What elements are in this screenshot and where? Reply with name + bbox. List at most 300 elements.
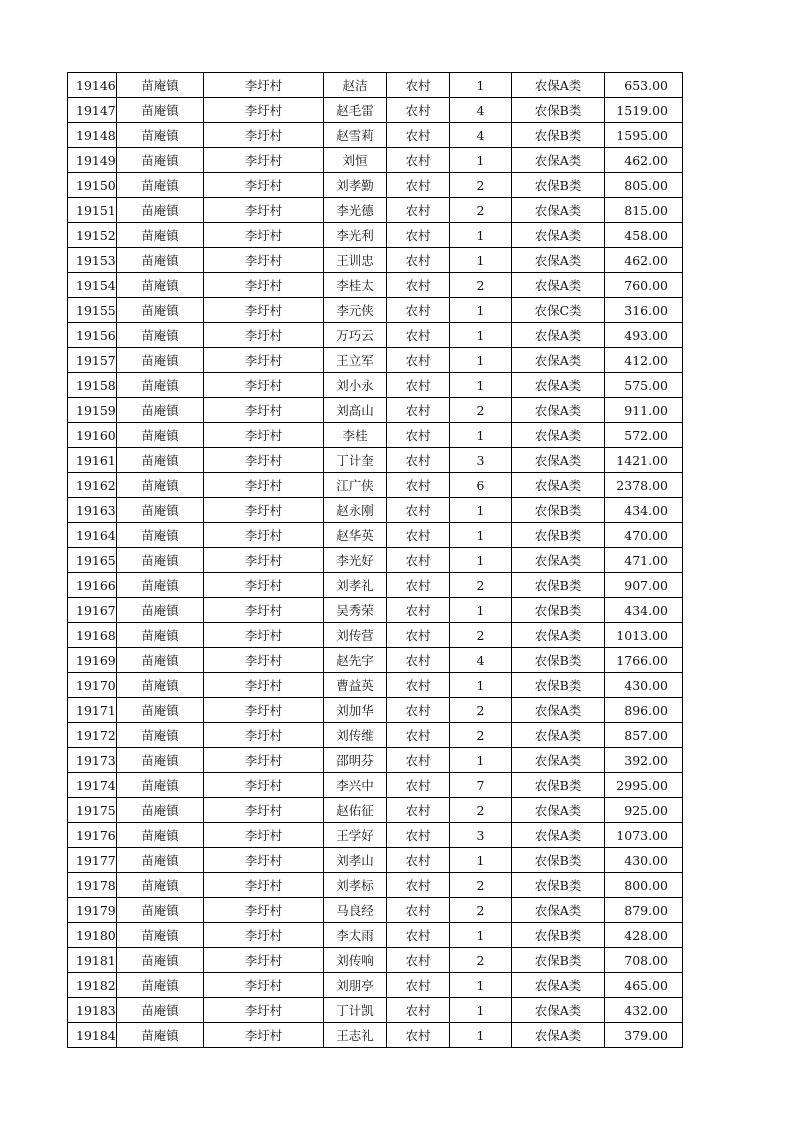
category-cell: 农保A类 <box>512 423 605 448</box>
village-cell: 李圩村 <box>204 773 324 798</box>
category-cell: 农保A类 <box>512 698 605 723</box>
area-cell: 农村 <box>387 1023 450 1048</box>
name-cell: 刘孝勤 <box>324 173 387 198</box>
table-row <box>68 148 683 173</box>
serial-cell: 19152 <box>68 223 117 248</box>
serial-cell: 19155 <box>68 298 117 323</box>
area-cell: 农村 <box>387 273 450 298</box>
town-cell: 苗庵镇 <box>117 373 204 398</box>
village-cell: 李圩村 <box>204 823 324 848</box>
table-row <box>68 1023 683 1048</box>
village-cell: 李圩村 <box>204 898 324 923</box>
village-cell: 李圩村 <box>204 548 324 573</box>
count-cell: 1 <box>450 498 512 523</box>
town-cell: 苗庵镇 <box>117 398 204 423</box>
serial-cell: 19149 <box>68 148 117 173</box>
count-cell: 3 <box>450 823 512 848</box>
village-cell: 李圩村 <box>204 98 324 123</box>
table-row <box>68 973 683 998</box>
name-cell: 刘孝标 <box>324 873 387 898</box>
area-cell: 农村 <box>387 848 450 873</box>
table-row <box>68 223 683 248</box>
name-cell: 王训忠 <box>324 248 387 273</box>
table-row <box>68 898 683 923</box>
town-cell: 苗庵镇 <box>117 273 204 298</box>
serial-cell: 19170 <box>68 673 117 698</box>
town-cell: 苗庵镇 <box>117 98 204 123</box>
village-cell: 李圩村 <box>204 973 324 998</box>
table-row <box>68 598 683 623</box>
name-cell: 赵永刚 <box>324 498 387 523</box>
area-cell: 农村 <box>387 298 450 323</box>
area-cell: 农村 <box>387 223 450 248</box>
count-cell: 1 <box>450 848 512 873</box>
table-row <box>68 748 683 773</box>
count-cell: 1 <box>450 548 512 573</box>
town-cell: 苗庵镇 <box>117 873 204 898</box>
name-cell: 李元侠 <box>324 298 387 323</box>
category-cell: 农保B类 <box>512 598 605 623</box>
town-cell: 苗庵镇 <box>117 498 204 523</box>
count-cell: 1 <box>450 148 512 173</box>
name-cell: 刘传响 <box>324 948 387 973</box>
serial-cell: 19174 <box>68 773 117 798</box>
category-cell: 农保B类 <box>512 98 605 123</box>
category-cell: 农保B类 <box>512 773 605 798</box>
count-cell: 2 <box>450 623 512 648</box>
name-cell: 江广侠 <box>324 473 387 498</box>
village-cell: 李圩村 <box>204 448 324 473</box>
village-cell: 李圩村 <box>204 473 324 498</box>
count-cell: 2 <box>450 723 512 748</box>
serial-cell: 19159 <box>68 398 117 423</box>
amount-cell: 428.00 <box>605 923 683 948</box>
amount-cell: 1013.00 <box>605 623 683 648</box>
serial-cell: 19168 <box>68 623 117 648</box>
amount-cell: 470.00 <box>605 523 683 548</box>
category-cell: 农保A类 <box>512 798 605 823</box>
category-cell: 农保B类 <box>512 123 605 148</box>
count-cell: 1 <box>450 73 512 98</box>
count-cell: 2 <box>450 273 512 298</box>
village-cell: 李圩村 <box>204 348 324 373</box>
serial-cell: 19182 <box>68 973 117 998</box>
name-cell: 王学好 <box>324 823 387 848</box>
area-cell: 农村 <box>387 398 450 423</box>
amount-cell: 800.00 <box>605 873 683 898</box>
amount-cell: 2378.00 <box>605 473 683 498</box>
table-row <box>68 648 683 673</box>
count-cell: 1 <box>450 523 512 548</box>
count-cell: 1 <box>450 323 512 348</box>
name-cell: 赵先宇 <box>324 648 387 673</box>
area-cell: 农村 <box>387 973 450 998</box>
amount-cell: 815.00 <box>605 198 683 223</box>
table-row <box>68 448 683 473</box>
amount-cell: 1519.00 <box>605 98 683 123</box>
amount-cell: 462.00 <box>605 248 683 273</box>
count-cell: 2 <box>450 398 512 423</box>
area-cell: 农村 <box>387 323 450 348</box>
count-cell: 1 <box>450 1023 512 1048</box>
category-cell: 农保A类 <box>512 998 605 1023</box>
town-cell: 苗庵镇 <box>117 948 204 973</box>
village-cell: 李圩村 <box>204 73 324 98</box>
amount-cell: 462.00 <box>605 148 683 173</box>
area-cell: 农村 <box>387 498 450 523</box>
village-cell: 李圩村 <box>204 748 324 773</box>
category-cell: 农保A类 <box>512 223 605 248</box>
village-cell: 李圩村 <box>204 523 324 548</box>
village-cell: 李圩村 <box>204 273 324 298</box>
serial-cell: 19166 <box>68 573 117 598</box>
name-cell: 刘加华 <box>324 698 387 723</box>
name-cell: 李光好 <box>324 548 387 573</box>
count-cell: 2 <box>450 898 512 923</box>
count-cell: 2 <box>450 173 512 198</box>
area-cell: 农村 <box>387 998 450 1023</box>
name-cell: 刘小永 <box>324 373 387 398</box>
amount-cell: 432.00 <box>605 998 683 1023</box>
area-cell: 农村 <box>387 473 450 498</box>
category-cell: 农保A类 <box>512 273 605 298</box>
village-cell: 李圩村 <box>204 498 324 523</box>
name-cell: 刘孝山 <box>324 848 387 873</box>
category-cell: 农保A类 <box>512 898 605 923</box>
name-cell: 吴秀荣 <box>324 598 387 623</box>
category-cell: 农保A类 <box>512 973 605 998</box>
village-cell: 李圩村 <box>204 298 324 323</box>
town-cell: 苗庵镇 <box>117 348 204 373</box>
amount-cell: 379.00 <box>605 1023 683 1048</box>
amount-cell: 708.00 <box>605 948 683 973</box>
village-cell: 李圩村 <box>204 623 324 648</box>
category-cell: 农保A类 <box>512 748 605 773</box>
category-cell: 农保A类 <box>512 723 605 748</box>
name-cell: 刘高山 <box>324 398 387 423</box>
serial-cell: 19173 <box>68 748 117 773</box>
area-cell: 农村 <box>387 123 450 148</box>
count-cell: 1 <box>450 298 512 323</box>
count-cell: 1 <box>450 598 512 623</box>
count-cell: 2 <box>450 873 512 898</box>
table-row <box>68 548 683 573</box>
count-cell: 1 <box>450 923 512 948</box>
area-cell: 农村 <box>387 748 450 773</box>
town-cell: 苗庵镇 <box>117 423 204 448</box>
amount-cell: 896.00 <box>605 698 683 723</box>
category-cell: 农保B类 <box>512 923 605 948</box>
category-cell: 农保A类 <box>512 448 605 473</box>
name-cell: 赵洁 <box>324 73 387 98</box>
village-cell: 李圩村 <box>204 648 324 673</box>
table-row <box>68 523 683 548</box>
amount-cell: 805.00 <box>605 173 683 198</box>
table-row <box>68 998 683 1023</box>
category-cell: 农保A类 <box>512 373 605 398</box>
count-cell: 1 <box>450 348 512 373</box>
village-cell: 李圩村 <box>204 198 324 223</box>
town-cell: 苗庵镇 <box>117 648 204 673</box>
area-cell: 农村 <box>387 723 450 748</box>
amount-cell: 879.00 <box>605 898 683 923</box>
category-cell: 农保B类 <box>512 173 605 198</box>
town-cell: 苗庵镇 <box>117 673 204 698</box>
serial-cell: 19179 <box>68 898 117 923</box>
village-cell: 李圩村 <box>204 873 324 898</box>
serial-cell: 19156 <box>68 323 117 348</box>
category-cell: 农保B类 <box>512 848 605 873</box>
category-cell: 农保B类 <box>512 523 605 548</box>
name-cell: 李光德 <box>324 198 387 223</box>
area-cell: 农村 <box>387 148 450 173</box>
town-cell: 苗庵镇 <box>117 773 204 798</box>
town-cell: 苗庵镇 <box>117 198 204 223</box>
table-row <box>68 423 683 448</box>
amount-cell: 907.00 <box>605 573 683 598</box>
village-cell: 李圩村 <box>204 248 324 273</box>
category-cell: 农保A类 <box>512 198 605 223</box>
village-cell: 李圩村 <box>204 948 324 973</box>
count-cell: 1 <box>450 248 512 273</box>
table-row <box>68 773 683 798</box>
name-cell: 王志礼 <box>324 1023 387 1048</box>
name-cell: 刘传营 <box>324 623 387 648</box>
table-row <box>68 848 683 873</box>
serial-cell: 19176 <box>68 823 117 848</box>
table-row <box>68 73 683 98</box>
town-cell: 苗庵镇 <box>117 598 204 623</box>
area-cell: 农村 <box>387 248 450 273</box>
name-cell: 赵华英 <box>324 523 387 548</box>
amount-cell: 1595.00 <box>605 123 683 148</box>
category-cell: 农保A类 <box>512 248 605 273</box>
serial-cell: 19163 <box>68 498 117 523</box>
count-cell: 3 <box>450 448 512 473</box>
town-cell: 苗庵镇 <box>117 448 204 473</box>
category-cell: 农保B类 <box>512 498 605 523</box>
serial-cell: 19171 <box>68 698 117 723</box>
serial-cell: 19169 <box>68 648 117 673</box>
serial-cell: 19154 <box>68 273 117 298</box>
serial-cell: 19178 <box>68 873 117 898</box>
town-cell: 苗庵镇 <box>117 548 204 573</box>
amount-cell: 412.00 <box>605 348 683 373</box>
name-cell: 马良经 <box>324 898 387 923</box>
serial-cell: 19161 <box>68 448 117 473</box>
count-cell: 2 <box>450 573 512 598</box>
count-cell: 1 <box>450 223 512 248</box>
town-cell: 苗庵镇 <box>117 698 204 723</box>
count-cell: 2 <box>450 798 512 823</box>
category-cell: 农保A类 <box>512 1023 605 1048</box>
area-cell: 农村 <box>387 873 450 898</box>
village-cell: 李圩村 <box>204 698 324 723</box>
table-row <box>68 723 683 748</box>
count-cell: 7 <box>450 773 512 798</box>
area-cell: 农村 <box>387 773 450 798</box>
village-cell: 李圩村 <box>204 573 324 598</box>
serial-cell: 19172 <box>68 723 117 748</box>
area-cell: 农村 <box>387 648 450 673</box>
serial-cell: 19148 <box>68 123 117 148</box>
town-cell: 苗庵镇 <box>117 573 204 598</box>
town-cell: 苗庵镇 <box>117 623 204 648</box>
name-cell: 王立军 <box>324 348 387 373</box>
area-cell: 农村 <box>387 448 450 473</box>
town-cell: 苗庵镇 <box>117 1023 204 1048</box>
count-cell: 1 <box>450 673 512 698</box>
village-cell: 李圩村 <box>204 423 324 448</box>
area-cell: 农村 <box>387 573 450 598</box>
village-cell: 李圩村 <box>204 923 324 948</box>
village-cell: 李圩村 <box>204 373 324 398</box>
name-cell: 李桂 <box>324 423 387 448</box>
amount-cell: 493.00 <box>605 323 683 348</box>
area-cell: 农村 <box>387 948 450 973</box>
count-cell: 1 <box>450 423 512 448</box>
name-cell: 曹益英 <box>324 673 387 698</box>
name-cell: 李兴中 <box>324 773 387 798</box>
category-cell: 农保A类 <box>512 473 605 498</box>
count-cell: 1 <box>450 998 512 1023</box>
town-cell: 苗庵镇 <box>117 173 204 198</box>
amount-cell: 434.00 <box>605 498 683 523</box>
village-cell: 李圩村 <box>204 223 324 248</box>
category-cell: 农保A类 <box>512 623 605 648</box>
village-cell: 李圩村 <box>204 848 324 873</box>
area-cell: 农村 <box>387 348 450 373</box>
amount-cell: 911.00 <box>605 398 683 423</box>
village-cell: 李圩村 <box>204 398 324 423</box>
category-cell: 农保A类 <box>512 398 605 423</box>
table-row <box>68 873 683 898</box>
village-cell: 李圩村 <box>204 173 324 198</box>
amount-cell: 1073.00 <box>605 823 683 848</box>
serial-cell: 19184 <box>68 1023 117 1048</box>
village-cell: 李圩村 <box>204 723 324 748</box>
village-cell: 李圩村 <box>204 323 324 348</box>
area-cell: 农村 <box>387 623 450 648</box>
area-cell: 农村 <box>387 173 450 198</box>
table-row <box>68 373 683 398</box>
count-cell: 4 <box>450 648 512 673</box>
village-cell: 李圩村 <box>204 148 324 173</box>
table-row <box>68 298 683 323</box>
table-row <box>68 923 683 948</box>
area-cell: 农村 <box>387 198 450 223</box>
table-row <box>68 173 683 198</box>
area-cell: 农村 <box>387 523 450 548</box>
table-row <box>68 823 683 848</box>
table-row <box>68 498 683 523</box>
town-cell: 苗庵镇 <box>117 148 204 173</box>
area-cell: 农村 <box>387 598 450 623</box>
town-cell: 苗庵镇 <box>117 848 204 873</box>
town-cell: 苗庵镇 <box>117 523 204 548</box>
table-body <box>68 73 683 1048</box>
town-cell: 苗庵镇 <box>117 248 204 273</box>
serial-cell: 19157 <box>68 348 117 373</box>
area-cell: 农村 <box>387 548 450 573</box>
area-cell: 农村 <box>387 823 450 848</box>
table-row <box>68 198 683 223</box>
name-cell: 丁计凯 <box>324 998 387 1023</box>
town-cell: 苗庵镇 <box>117 723 204 748</box>
amount-cell: 575.00 <box>605 373 683 398</box>
table-row <box>68 248 683 273</box>
name-cell: 刘朋亭 <box>324 973 387 998</box>
table-row <box>68 948 683 973</box>
count-cell: 2 <box>450 948 512 973</box>
serial-cell: 19165 <box>68 548 117 573</box>
amount-cell: 1421.00 <box>605 448 683 473</box>
area-cell: 农村 <box>387 923 450 948</box>
village-cell: 李圩村 <box>204 798 324 823</box>
town-cell: 苗庵镇 <box>117 998 204 1023</box>
category-cell: 农保A类 <box>512 548 605 573</box>
area-cell: 农村 <box>387 698 450 723</box>
town-cell: 苗庵镇 <box>117 298 204 323</box>
category-cell: 农保B类 <box>512 873 605 898</box>
serial-cell: 19151 <box>68 198 117 223</box>
village-cell: 李圩村 <box>204 598 324 623</box>
name-cell: 李桂太 <box>324 273 387 298</box>
name-cell: 刘传维 <box>324 723 387 748</box>
category-cell: 农保A类 <box>512 823 605 848</box>
name-cell: 李太雨 <box>324 923 387 948</box>
serial-cell: 19160 <box>68 423 117 448</box>
amount-cell: 471.00 <box>605 548 683 573</box>
town-cell: 苗庵镇 <box>117 823 204 848</box>
serial-cell: 19167 <box>68 598 117 623</box>
village-cell: 李圩村 <box>204 998 324 1023</box>
count-cell: 4 <box>450 123 512 148</box>
category-cell: 农保A类 <box>512 323 605 348</box>
amount-cell: 1766.00 <box>605 648 683 673</box>
serial-cell: 19150 <box>68 173 117 198</box>
town-cell: 苗庵镇 <box>117 898 204 923</box>
table-row <box>68 698 683 723</box>
area-cell: 农村 <box>387 423 450 448</box>
village-cell: 李圩村 <box>204 1023 324 1048</box>
count-cell: 2 <box>450 698 512 723</box>
category-cell: 农保B类 <box>512 648 605 673</box>
table-row <box>68 98 683 123</box>
serial-cell: 19181 <box>68 948 117 973</box>
table-row <box>68 673 683 698</box>
amount-cell: 430.00 <box>605 848 683 873</box>
amount-cell: 653.00 <box>605 73 683 98</box>
amount-cell: 760.00 <box>605 273 683 298</box>
area-cell: 农村 <box>387 673 450 698</box>
serial-cell: 19175 <box>68 798 117 823</box>
town-cell: 苗庵镇 <box>117 123 204 148</box>
data-table <box>67 72 683 1048</box>
name-cell: 赵毛雷 <box>324 98 387 123</box>
count-cell: 4 <box>450 98 512 123</box>
name-cell: 万巧云 <box>324 323 387 348</box>
count-cell: 6 <box>450 473 512 498</box>
name-cell: 刘恒 <box>324 148 387 173</box>
town-cell: 苗庵镇 <box>117 973 204 998</box>
table-row <box>68 573 683 598</box>
serial-cell: 19153 <box>68 248 117 273</box>
name-cell: 刘孝礼 <box>324 573 387 598</box>
table-row <box>68 623 683 648</box>
area-cell: 农村 <box>387 798 450 823</box>
amount-cell: 925.00 <box>605 798 683 823</box>
